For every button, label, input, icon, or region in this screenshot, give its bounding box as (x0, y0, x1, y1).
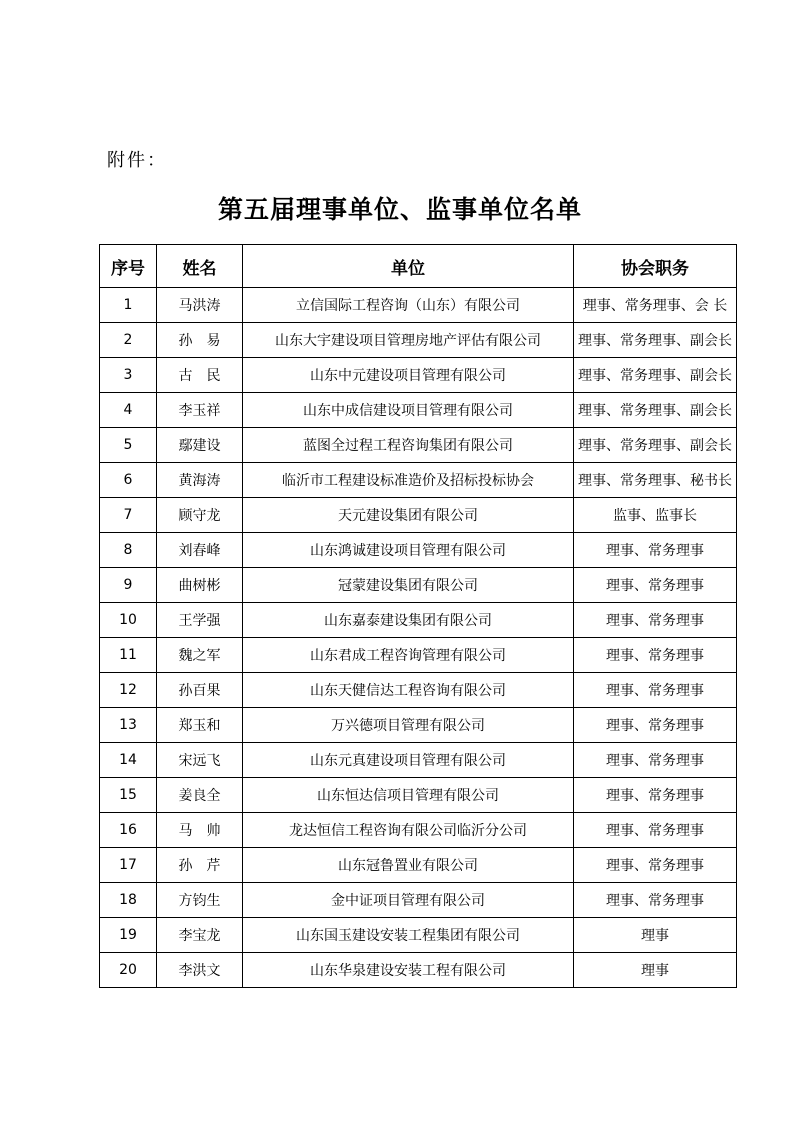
name-cell: 郑玉和 (157, 708, 243, 743)
index-cell: 17 (100, 848, 157, 883)
header-organization: 单位 (243, 245, 574, 288)
name-cell: 李洪文 (157, 953, 243, 988)
index-cell: 18 (100, 883, 157, 918)
table-row (100, 568, 737, 603)
index-cell: 6 (100, 463, 157, 498)
header-position: 协会职务 (574, 245, 737, 288)
table-header-row (100, 245, 737, 288)
table-row (100, 708, 737, 743)
name-cell: 刘春峰 (157, 533, 243, 568)
position-cell: 理事、常务理事 (574, 638, 737, 673)
table-row (100, 603, 737, 638)
index-cell: 4 (100, 393, 157, 428)
position-cell: 理事、常务理事、副会长 (574, 358, 737, 393)
position-cell: 理事、常务理事、会 长 (574, 288, 737, 323)
table-row (100, 428, 737, 463)
table-row (100, 813, 737, 848)
position-cell: 理事、常务理事 (574, 743, 737, 778)
index-cell: 15 (100, 778, 157, 813)
roster-table (99, 244, 737, 988)
table-row (100, 463, 737, 498)
table-row (100, 673, 737, 708)
position-cell: 理事、常务理事 (574, 533, 737, 568)
index-cell: 14 (100, 743, 157, 778)
name-cell: 古 民 (157, 358, 243, 393)
position-cell: 理事 (574, 953, 737, 988)
position-cell: 理事、常务理事 (574, 883, 737, 918)
organization-cell: 山东国玉建设安装工程集团有限公司 (243, 918, 574, 953)
organization-cell: 山东华泉建设安装工程有限公司 (243, 953, 574, 988)
table-row (100, 743, 737, 778)
organization-cell: 万兴德项目管理有限公司 (243, 708, 574, 743)
position-cell: 理事、常务理事 (574, 778, 737, 813)
name-cell: 鄢建设 (157, 428, 243, 463)
name-cell: 魏之军 (157, 638, 243, 673)
name-cell: 孙 芹 (157, 848, 243, 883)
organization-cell: 立信国际工程咨询（山东）有限公司 (243, 288, 574, 323)
index-cell: 19 (100, 918, 157, 953)
organization-cell: 山东冠鲁置业有限公司 (243, 848, 574, 883)
name-cell: 顾守龙 (157, 498, 243, 533)
index-cell: 12 (100, 673, 157, 708)
table-row (100, 323, 737, 358)
organization-cell: 山东鸿诚建设项目管理有限公司 (243, 533, 574, 568)
table-row (100, 953, 737, 988)
organization-cell: 山东天健信达工程咨询有限公司 (243, 673, 574, 708)
position-cell: 理事、常务理事 (574, 673, 737, 708)
organization-cell: 蓝图全过程工程咨询集团有限公司 (243, 428, 574, 463)
index-cell: 8 (100, 533, 157, 568)
name-cell: 姜良全 (157, 778, 243, 813)
table-row (100, 883, 737, 918)
position-cell: 理事 (574, 918, 737, 953)
table-row (100, 778, 737, 813)
index-cell: 11 (100, 638, 157, 673)
table-row (100, 358, 737, 393)
name-cell: 李宝龙 (157, 918, 243, 953)
index-cell: 7 (100, 498, 157, 533)
name-cell: 黄海涛 (157, 463, 243, 498)
position-cell: 监事、监事长 (574, 498, 737, 533)
position-cell: 理事、常务理事、副会长 (574, 393, 737, 428)
table-row (100, 288, 737, 323)
organization-cell: 冠蒙建设集团有限公司 (243, 568, 574, 603)
organization-cell: 山东元真建设项目管理有限公司 (243, 743, 574, 778)
attachment-label: 附件： (107, 150, 167, 171)
name-cell: 宋远飞 (157, 743, 243, 778)
header-name: 姓名 (157, 245, 243, 288)
table-row (100, 393, 737, 428)
index-cell: 20 (100, 953, 157, 988)
name-cell: 孙 易 (157, 323, 243, 358)
index-cell: 1 (100, 288, 157, 323)
table-row (100, 848, 737, 883)
position-cell: 理事、常务理事 (574, 603, 737, 638)
organization-cell: 山东中成信建设项目管理有限公司 (243, 393, 574, 428)
position-cell: 理事、常务理事、副会长 (574, 428, 737, 463)
index-cell: 16 (100, 813, 157, 848)
position-cell: 理事、常务理事、秘书长 (574, 463, 737, 498)
organization-cell: 山东君成工程咨询管理有限公司 (243, 638, 574, 673)
table-row (100, 638, 737, 673)
position-cell: 理事、常务理事 (574, 813, 737, 848)
organization-cell: 山东大宇建设项目管理房地产评估有限公司 (243, 323, 574, 358)
organization-cell: 龙达恒信工程咨询有限公司临沂分公司 (243, 813, 574, 848)
table-body (100, 288, 737, 988)
position-cell: 理事、常务理事 (574, 848, 737, 883)
name-cell: 王学强 (157, 603, 243, 638)
organization-cell: 山东恒达信项目管理有限公司 (243, 778, 574, 813)
index-cell: 2 (100, 323, 157, 358)
name-cell: 马 帅 (157, 813, 243, 848)
name-cell: 马洪涛 (157, 288, 243, 323)
header-index: 序号 (100, 245, 157, 288)
organization-cell: 临沂市工程建设标准造价及招标投标协会 (243, 463, 574, 498)
index-cell: 3 (100, 358, 157, 393)
position-cell: 理事、常务理事 (574, 708, 737, 743)
table-row (100, 533, 737, 568)
document-title: 第五届理事单位、监事单位名单 (217, 195, 582, 224)
name-cell: 孙百果 (157, 673, 243, 708)
index-cell: 13 (100, 708, 157, 743)
organization-cell: 山东中元建设项目管理有限公司 (243, 358, 574, 393)
index-cell: 5 (100, 428, 157, 463)
organization-cell: 山东嘉泰建设集团有限公司 (243, 603, 574, 638)
index-cell: 10 (100, 603, 157, 638)
index-cell: 9 (100, 568, 157, 603)
table-row (100, 498, 737, 533)
organization-cell: 天元建设集团有限公司 (243, 498, 574, 533)
position-cell: 理事、常务理事、副会长 (574, 323, 737, 358)
position-cell: 理事、常务理事 (574, 568, 737, 603)
table-row (100, 918, 737, 953)
name-cell: 李玉祥 (157, 393, 243, 428)
name-cell: 曲树彬 (157, 568, 243, 603)
name-cell: 方钧生 (157, 883, 243, 918)
organization-cell: 金中证项目管理有限公司 (243, 883, 574, 918)
